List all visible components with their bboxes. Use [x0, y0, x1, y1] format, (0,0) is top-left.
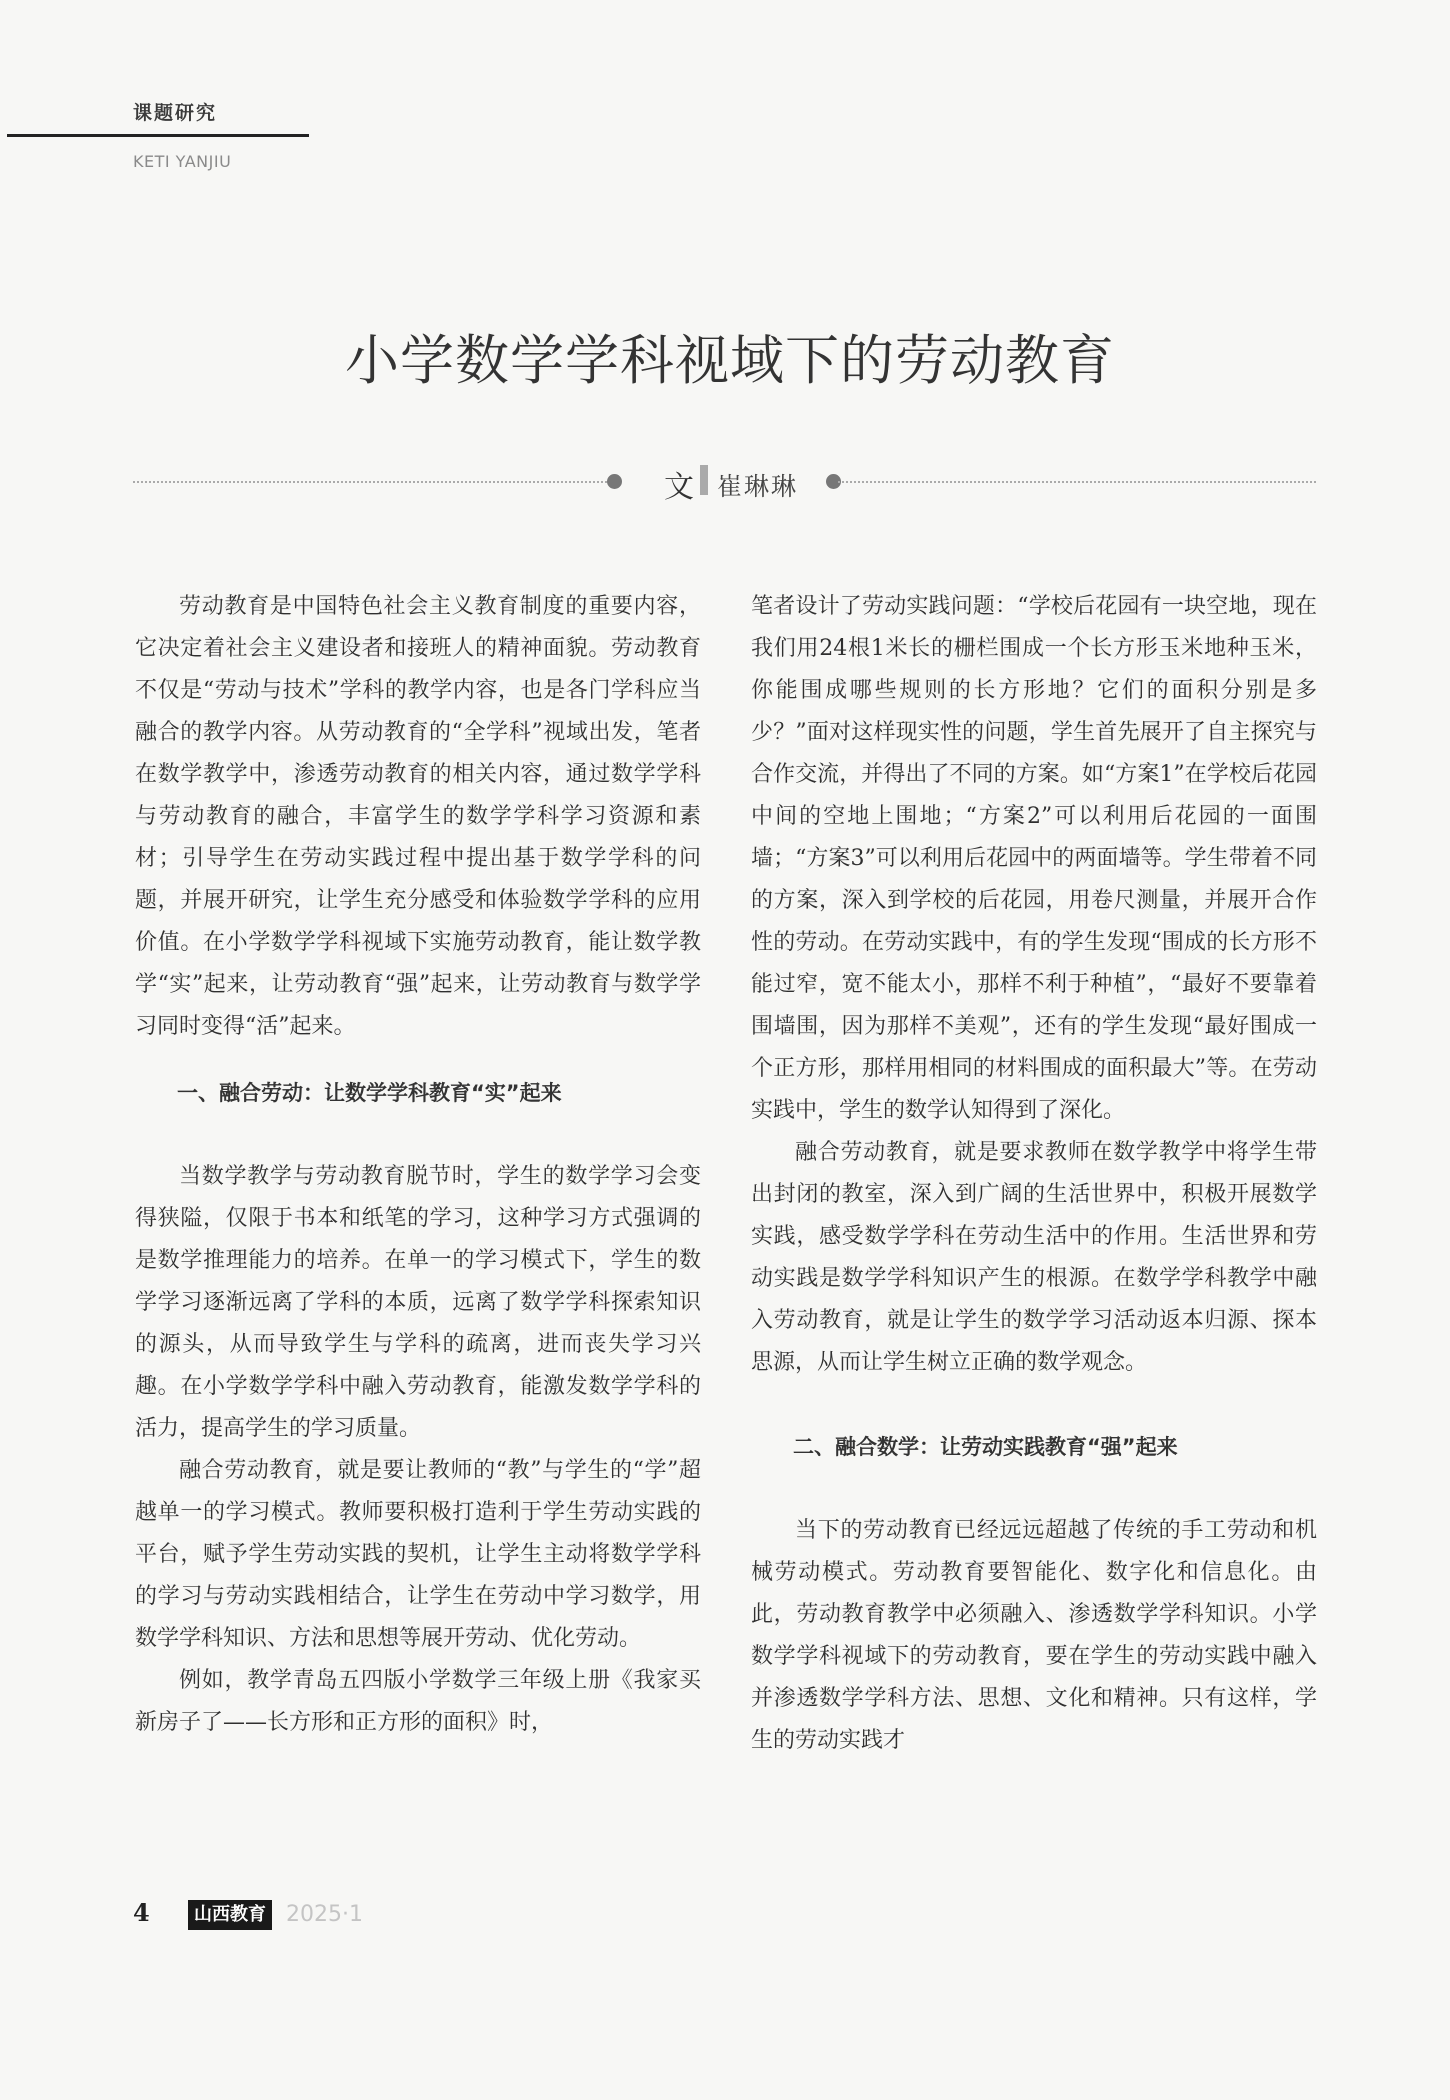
- byline-divider-left: [133, 481, 611, 483]
- issue-number: 2025·1: [286, 1902, 363, 1927]
- author-name: 崔琳琳: [717, 472, 799, 501]
- paragraph: 融合劳动教育，就是要求教师在数学教学中将学生带出封闭的教室，深入到广阔的生活世界中，积极开展数学实践，感受数学学科在劳动生活中的作用。生活世界和劳动实践是数学学科知识产生的根源。在数学学科教学中融入劳动教育，就是让学生的数学学习活动返本归源、探本思源，从而让学生树立正确的数学观念。: [751, 1140, 1317, 1375]
- byline-prefix: 文: [664, 470, 694, 505]
- paragraph: 当下的劳动教育已经远远超越了传统的手工劳动和机械劳动模式。劳动教育要智能化、数字化和信息化。由此，劳动教育教学中必须融入、渗透数学学科知识。小学数学学科视域下的劳动教育，要在学生的劳动实践中融入并渗透数学学科方法、思想、文化和精神。只有这样，学生的劳动实践才: [751, 1518, 1317, 1753]
- page-number: 4: [133, 1898, 150, 1927]
- section-heading-2: 二、融合数学：让劳动实践教育“强”起来: [793, 1435, 1178, 1459]
- column-label: 课题研究: [133, 102, 218, 124]
- column-label-en: KETI YANJIU: [133, 152, 232, 171]
- section-heading-1: 一、融合劳动：让数学学科教育“实”起来: [177, 1081, 562, 1105]
- byline-bar: [700, 465, 708, 495]
- left-column: [135, 586, 701, 1744]
- article-title: 小学数学学科视域下的劳动教育: [345, 329, 1115, 392]
- paragraph: 劳动教育是中国特色社会主义教育制度的重要内容，它决定着社会主义建设者和接班人的精神面貌。劳动教育不仅是“劳动与技术”学科的教学内容，也是各门学科应当融合的教学内容。从劳动教育的“全学科”视域出发，笔者在数学教学中，渗透劳动教育的相关内容，通过数学学科与劳动教育的融合，丰富学生的数学学科学习资源和素材；引导学生在劳动实践过程中提出基于数学学科的问题，并展开研究，让学生充分感受和体验数学学科的应用价值。在小学数学学科视域下实施劳动教育，能让数学教学“实”起来，让劳动教育“强”起来，让劳动教育与数学学习同时变得“活”起来。: [135, 594, 701, 1039]
- byline-dot-left: [607, 474, 622, 489]
- paragraph: 笔者设计了劳动实践问题：“学校后花园有一块空地，现在我们用24根1米长的栅栏围成一个长方形玉米地种玉米，你能围成哪些规则的长方形地？它们的面积分别是多少？”面对这样现实性的问题，学生首先展开了自主探究与合作交流，并得出了不同的方案。如“方案1”在学校后花园中间的空地上围地；“方案2”可以利用后花园的一面围墙；“方案3”可以利用后花园中的两面墙等。学生带着不同的方案，深入到学校的后花园，用卷尺测量，并展开合作性的劳动。在劳动实践中，有的学生发现“围成的长方形不能过窄，宽不能太小，那样不利于种植”，“最好不要靠着围墙围，因为那样不美观”，还有的学生发现“最好围成一个正方形，那样用相同的材料围成的面积最大”等。在劳动实践中，学生的数学认知得到了深化。: [751, 594, 1317, 1123]
- paragraph: 融合劳动教育，就是要让教师的“教”与学生的“学”超越单一的学习模式。教师要积极打造利于学生劳动实践的平台，赋予学生劳动实践的契机，让学生主动将数学学科的学习与劳动实践相结合，让学生在劳动中学习数学，用数学学科知识、方法和思想等展开劳动、优化劳动。: [135, 1458, 701, 1651]
- paragraph: 当数学教学与劳动教育脱节时，学生的数学学习会变得狭隘，仅限于书本和纸笔的学习，这种学习方式强调的是数学推理能力的培养。在单一的学习模式下，学生的数学学习逐渐远离了学科的本质，远离了数学学科探索知识的源头，从而导致学生与学科的疏离，进而丧失学习兴趣。在小学数学学科中融入劳动教育，能激发数学学科的活力，提高学生的学习质量。: [135, 1164, 701, 1441]
- header-rule: [7, 134, 309, 137]
- paragraph: 例如，教学青岛五四版小学数学三年级上册《我家买新房子了——长方形和正方形的面积》时，: [135, 1668, 701, 1735]
- right-column: [751, 586, 1317, 1762]
- magazine-logo: 山西教育: [188, 1900, 272, 1930]
- byline-divider-right: [838, 481, 1316, 483]
